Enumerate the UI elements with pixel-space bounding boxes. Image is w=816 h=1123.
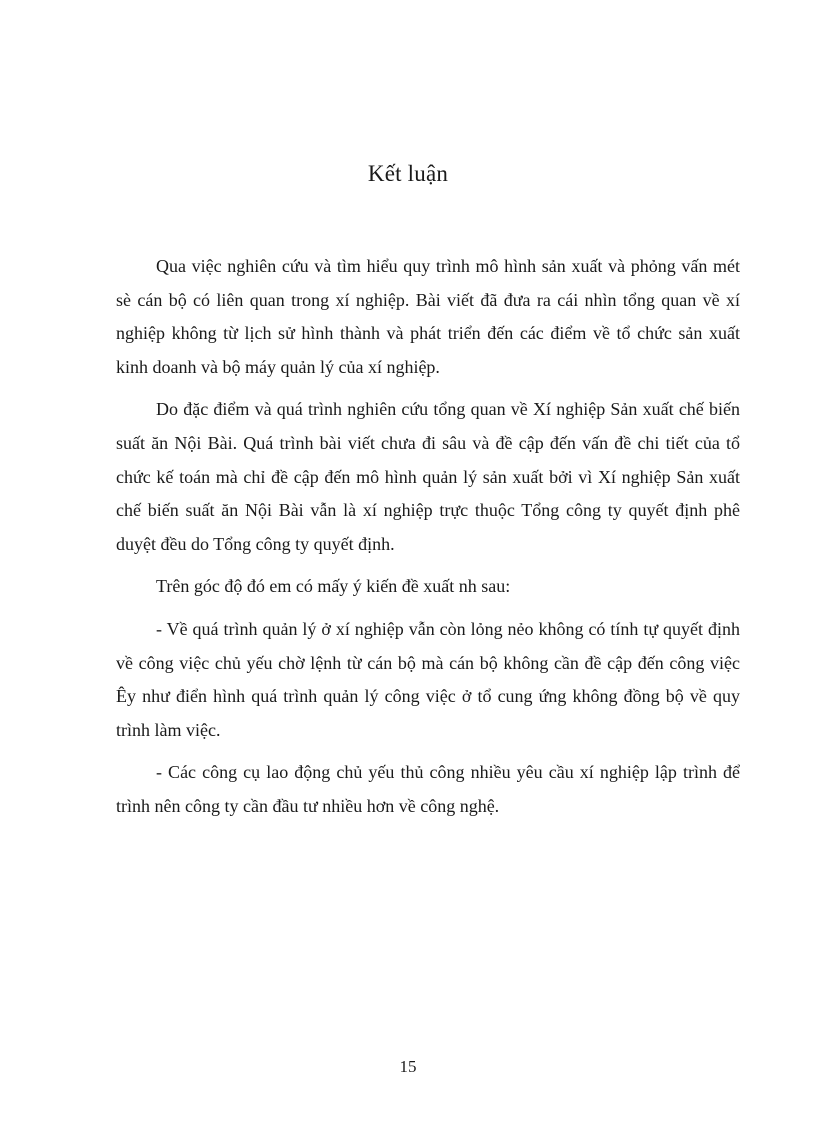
- paragraph-2: Do đặc điểm và quá trình nghiên cứu tổng quan về Xí nghiệp Sản xuất chế biến suất ăn Nội Bài. Quá trình bài viết chưa đi sâu và đề cập đến vấn đề chi tiết của tổ chức kế toán mà chỉ đề cập đến mô hình quản lý sản xuất bởi vì Xí nghiệp Sản xuất chế biến suất ăn Nội Bài vẫn là xí nghiệp trực thuộc Tổng công ty quyết định phê duyệt đều do Tổng công ty quyết định.: [116, 399, 740, 554]
- paragraph-4: - Về quá trình quản lý ở xí nghiệp vẫn còn lỏng nẻo không có tính tự quyết định về công việc chủ yếu chờ lệnh từ cán bộ mà cán bộ không cần đề cập đến công việc Êy như điển hình quá trình quản lý công việc ở tổ cung ứng không đồng bộ về quy trình làm việc.: [116, 618, 740, 740]
- page-number: 15: [399, 1057, 417, 1076]
- paragraph-3: Trên góc độ đó em có mấy ý kiến đề xuất nh sau:: [156, 576, 511, 597]
- document-body: [116, 250, 740, 833]
- page-title: Kết luận: [367, 161, 449, 186]
- paragraph-5: - Các công cụ lao động chủ yếu thủ công nhiều yêu cầu xí nghiệp lập trình để trình nên công ty cần đầu tư nhiều hơn về công nghệ.: [116, 762, 740, 816]
- paragraph-1: Qua việc nghiên cứu và tìm hiểu quy trình mô hình sản xuất và phỏng vấn mét sè cán bộ có liên quan trong xí nghiệp. Bài viết đã đưa ra cái nhìn tổng quan về xí nghiệp không từ lịch sử hình thành và phát triển đến các điểm về tổ chức sản xuất kinh doanh và bộ máy quản lý của xí nghiệp.: [116, 256, 740, 377]
